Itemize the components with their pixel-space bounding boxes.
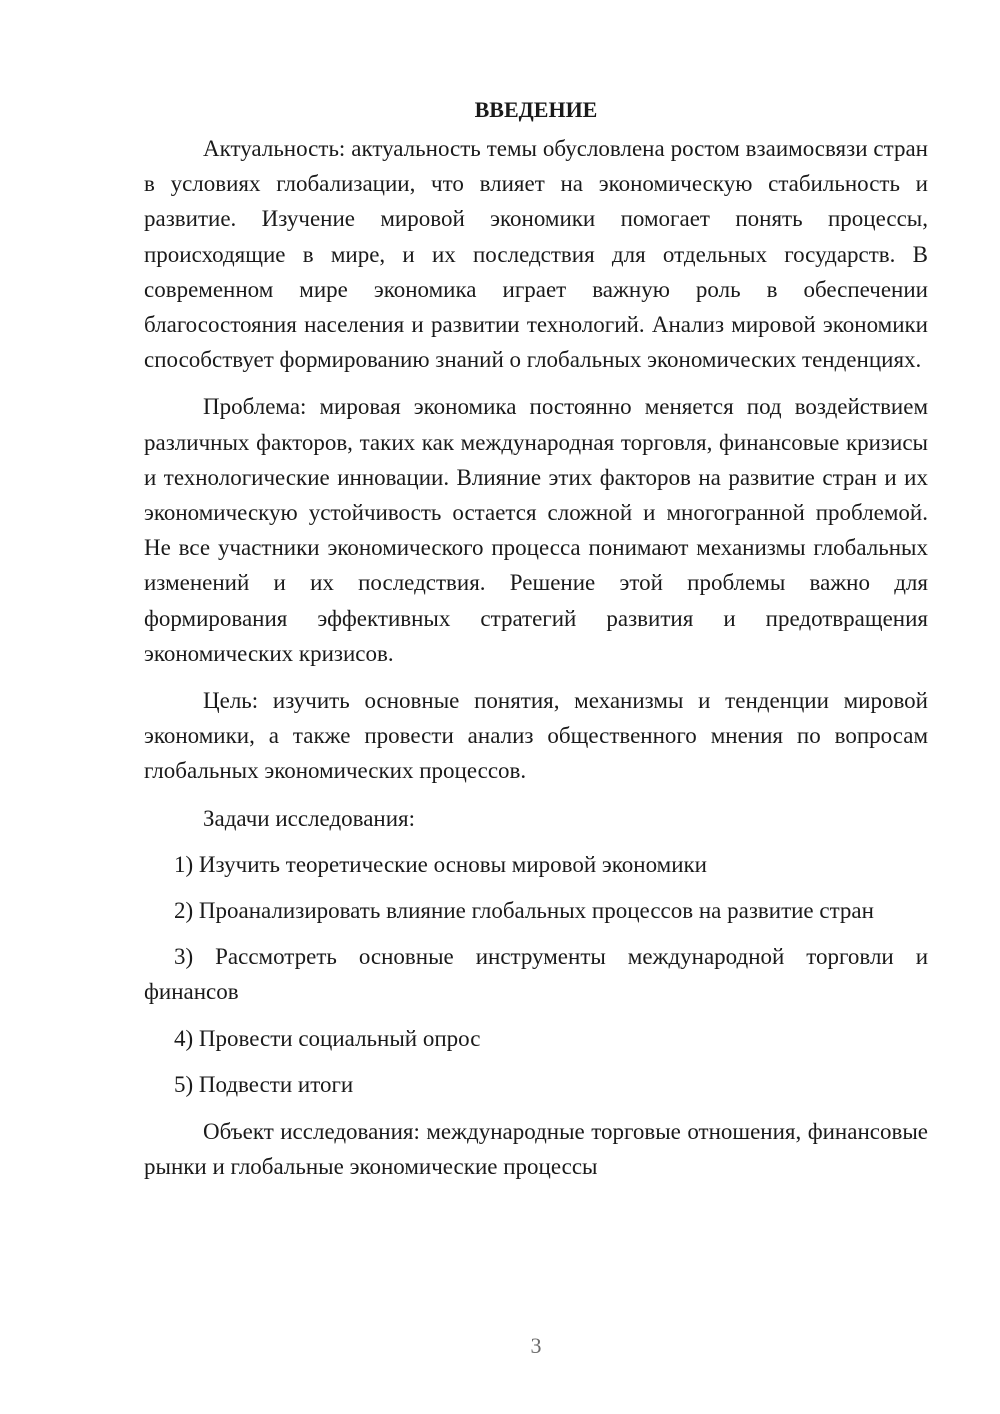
page-heading: ВВЕДЕНИЕ [474, 97, 598, 122]
tasks-title: Задачи исследования: [203, 805, 416, 831]
task-item-1: 1) Изучить теоретические основы мировой экономики [174, 851, 707, 877]
task-item-2: 2) Проанализировать влияние глобальных процессов на развитие стран [174, 898, 874, 924]
object-paragraph: Объект исследования: международные торговые отношения, финансовые рынки и глобальные экономические процессы [144, 1119, 928, 1180]
page-content [144, 92, 928, 1184]
problem-paragraph: Проблема: мировая экономика постоянно меняется под воздействием различных факторов, таких как международная торговля, финансовые кризисы и технологические инновации. Влияние этих факторов на развитие стран и их экономическую устойчивость остается сложной и многогранной проблемой. Не все участники экономического процесса понимают механизмы глобальных изменений и их последствия. Решение этой проблемы важно для формирования эффективных стратегий развития и предотвращения экономических кризисов. [144, 394, 928, 666]
relevance-paragraph: Актуальность: актуальность темы обусловлена ростом взаимосвязи стран в условиях глобализации, что влияет на экономическую стабильность и развитие. Изучение мировой экономики помогает понять процессы, происходящие в мире, и их последствия для отдельных государств. В современном мире экономика играет важную роль в обеспечении благосостояния населения и развитии технологий. Анализ мировой экономики способствует формированию знаний о глобальных экономических тенденциях. [144, 136, 928, 373]
page-number: 3 [530, 1333, 542, 1358]
goal-paragraph: Цель: изучить основные понятия, механизмы и тенденции мировой экономики, а также провести анализ общественного мнения по вопросам глобальных экономических процессов. [144, 688, 928, 784]
task-item-5: 5) Подвести итоги [174, 1071, 354, 1097]
task-item-4: 4) Провести социальный опрос [174, 1025, 481, 1051]
task-item-3: 3) Рассмотреть основные инструменты международной торговли и финансов [144, 944, 928, 1005]
